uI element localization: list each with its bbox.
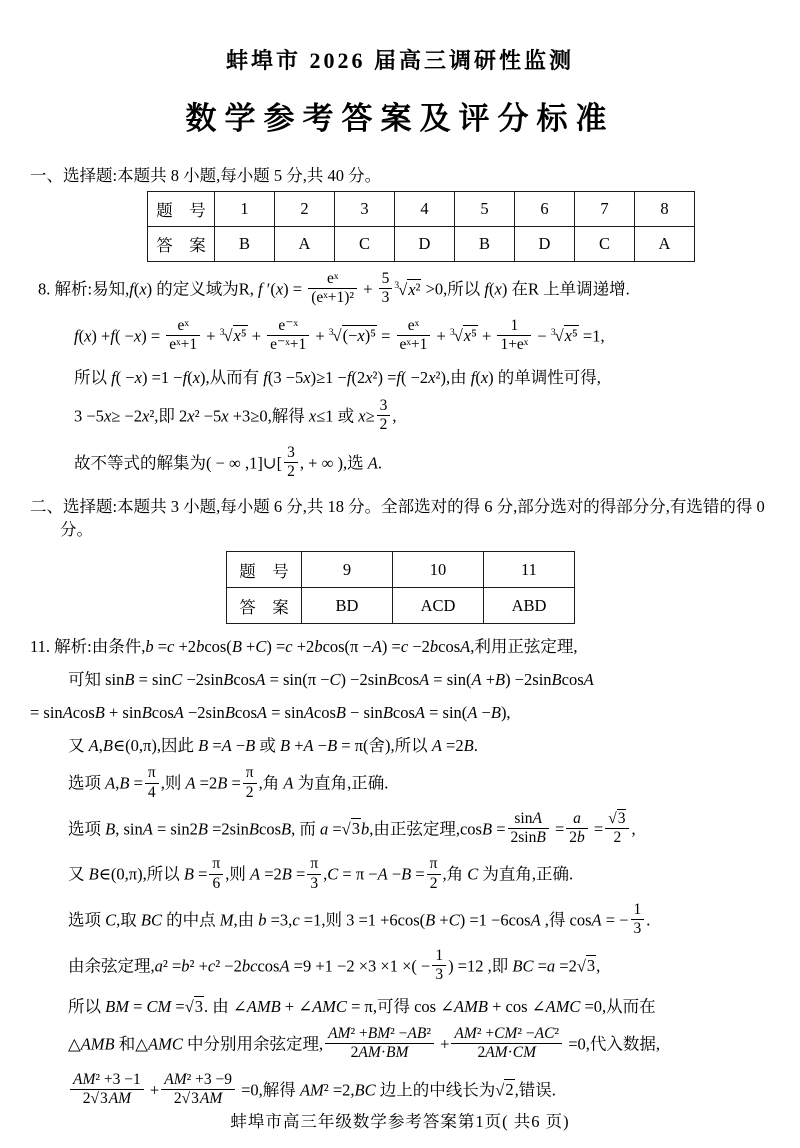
question-number-cell: 9	[302, 552, 393, 588]
solution-line: △AMB 和△AMC 中分别用余弦定理, $\frac{\text{AM² +BM² −AB²}}{2AM\cdot BM}$ + $\frac{\text{AM² +CM² −AC²}}{2AM\cdot CM}$ =0,代入数据,	[68, 1025, 661, 1062]
solution-line: 8. 解析:易知,f(x) 的定义域为R, f ′(x) = $\frac{\text{eˣ}}{\text{(eˣ+1)²}}$ + $\frac{5}{3}$ $^3$√x² >0,所以 f(x) 在R 上单调递增.	[38, 270, 630, 307]
solution-line: 故不等式的解集为( − ∞ ,1]∪[ $\frac{3}{2}$ , + ∞ ),选 A.	[74, 443, 382, 480]
question11-solution	[30, 634, 770, 1110]
answer-cell: BD	[302, 588, 393, 624]
question-number-cell: 10	[393, 552, 484, 588]
question-number-cell: 5	[455, 192, 515, 227]
answer-cell: B	[215, 227, 275, 262]
solution-line: = sinAcosB + sinBcosA −2sinBcosA = sinAcosB − sinBcosA = sin(A −B),	[30, 703, 511, 723]
solution-line: 11. 解析:由条件,b =c +2bcos(B +C) =c +2bcos(π −A) =c −2bcosA,利用正弦定理,	[30, 637, 578, 657]
question-number-cell: 3	[335, 192, 395, 227]
page-subtitle: 数学参考答案及评分标准	[185, 101, 615, 136]
solution-line: $\frac{\text{AM² +3 −1}}{2√3AM}$ + $\frac{\text{AM² +3 −9}}{2√3AM}$ =0,解得 AM² =2,BC 边上的中线长为√2,错误.	[68, 1073, 770, 1111]
question-number-cell: 4	[395, 192, 455, 227]
table-row-numbers	[148, 192, 695, 227]
solution-line: 又 B∈(0,π),所以 B = $\frac{\pi}{6}$ ,则 A =2B = $\frac{\pi}{3}$ ,C = π −A −B = $\frac{\pi}{2}$ ,角 C 为直角,正确.	[68, 855, 574, 892]
answer-cell: A	[275, 227, 335, 262]
answer-cell: C	[575, 227, 635, 262]
solution-line: 选项 B, sinA = sin2B =2sinBcosB, 而 a =√3b,由正弦定理,cosB = $\frac{\sin A}{2\sin B}$ = $\frac{a}{2b}$ = $\frac{√3}{2}$ ,	[68, 809, 636, 847]
solution-line: 可知 sinB = sinC −2sinBcosA = sin(π −C) −2sinBcosA = sin(A +B) −2sinBcosA	[68, 670, 594, 690]
solution-line: 又 A,B∈(0,π),因此 B =A −B 或 B +A −B = π(舍),所以 A =2B.	[68, 736, 478, 756]
answer-cell: B	[455, 227, 515, 262]
answer-cell: C	[335, 227, 395, 262]
answers-table-q9-11	[226, 551, 575, 624]
answer-cell: A	[635, 227, 695, 262]
solution-line: 由余弦定理,a² =b² +c² −2bccosA =9 +1 −2 ×3 ×1 ×( − $\frac{1}{3}$ ) =12 ,即 BC =a =2√3,	[68, 946, 601, 983]
answers-table-q1-8	[147, 191, 695, 262]
question-number-cell: 11	[484, 552, 575, 588]
question-number-cell: 2	[275, 192, 335, 227]
question8-solution	[30, 272, 770, 483]
header-cell-question-number: 题 号	[148, 192, 215, 227]
solution-line: 选项 C,取 BC 的中点 M,由 b =3,c =1,则 3 =1 +6cos(B +C) =1 −6cosA ,得 cosA = − $\frac{1}{3}$ .	[68, 900, 651, 938]
answer-cell: D	[395, 227, 455, 262]
solution-line: f(x) +f( −x) = $\frac{\text{eˣ}}{\text{eˣ+1}}$ + $^3$√x⁵ + $\frac{\text{e⁻ˣ}}{\text{e⁻ˣ+1}}$ + $^3$√(−x)⁵ = $\frac{\text{eˣ}}{\text{eˣ+1}}$ + $^3$√x⁵ + $\frac{1}{\text{1+eˣ}}$ − $^3$√x⁵ =1,	[74, 316, 605, 353]
answer-cell: ACD	[393, 588, 484, 624]
table-row-answers	[227, 588, 575, 624]
answer-cell: ABD	[484, 588, 575, 624]
answer-cell: D	[515, 227, 575, 262]
solution-line: 3 −5x≥ −2x²,即 2x² −5x +3≥0,解得 x≤1 或 x≥ $\frac{3}{2}$ ,	[74, 397, 397, 434]
solution-line: 所以 f( −x) =1 −f(x),从而有 f(3 −5x)≥1 −f(2x²) =f( −2x²),由 f(x) 的单调性可得,	[74, 368, 601, 388]
page-title: 蚌埠市 2026 届高三调研性监测	[225, 48, 574, 73]
solution-line: 选项 A,B = $\frac{\pi}{4}$ ,则 A =2B = $\frac{\pi}{2}$ ,角 A 为直角,正确.	[68, 764, 389, 801]
page-footer: 蚌埠市高三年级数学参考答案第1页( 共6 页)	[230, 1112, 570, 1131]
solution-line: 所以 BM = CM =√3. 由 ∠AMB + ∠AMC = π,可得 cos ∠AMB + cos ∠AMC =0,从而在	[68, 997, 656, 1017]
header-cell-answer: 答 案	[227, 588, 302, 624]
table-row-answers	[148, 227, 695, 262]
question-number-cell: 7	[575, 192, 635, 227]
question-number-cell: 8	[635, 192, 695, 227]
question-number-cell: 6	[515, 192, 575, 227]
header-cell-answer: 答 案	[148, 227, 215, 262]
section1-heading: 一、选择题:本题共 8 小题,每小题 5 分,共 40 分。	[30, 166, 382, 185]
table-row-numbers	[227, 552, 575, 588]
header-cell-question-number: 题 号	[227, 552, 302, 588]
question-number-cell: 1	[215, 192, 275, 227]
section2-heading: 二、选择题:本题共 3 小题,每小题 6 分,共 18 分。全部选对的得 6 分,部分选对的得部分分,有选错的得 0 分。	[30, 497, 765, 540]
